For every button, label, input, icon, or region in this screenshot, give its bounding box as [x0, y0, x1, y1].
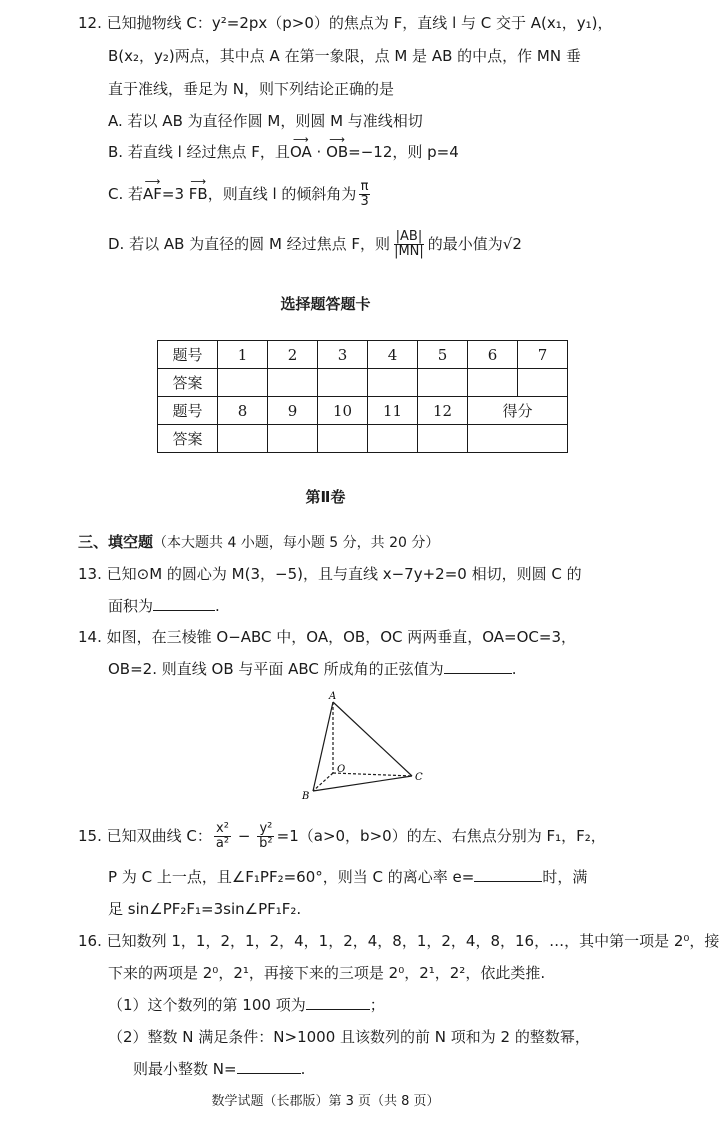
answer-cell[interactable] [518, 369, 568, 397]
number-cell: 3 [318, 341, 368, 369]
number-cell: 1 [218, 341, 268, 369]
answer-cell[interactable] [218, 425, 268, 453]
q14-prompt: OB=2. 则直线 OB 与平面 ABC 所成角的正弦值为 [108, 660, 444, 678]
q13-line1: 13. 已知⊙M 的圆心为 M(3，−5)，且与直线 x−7y+2=0 相切，则圆 C 的 [78, 565, 582, 583]
q16-line1: 16. 已知数列 1，1，2，1，2，4，1，2，4，8，1，2，4，8，16，…，其中第一项是 2⁰，接 [78, 932, 719, 950]
answer-card-title: 选择题答题卡 [280, 295, 371, 313]
answer-cell[interactable] [268, 425, 318, 453]
answer-blank[interactable] [153, 595, 215, 611]
vertex-label-a: A [329, 691, 337, 702]
answer-cell[interactable] [218, 369, 268, 397]
number-cell: 4 [368, 341, 418, 369]
number-cell: 7 [518, 341, 568, 369]
fraction-denominator: 3 [360, 194, 369, 209]
q16-part2-prompt: 则最小整数 N= [133, 1060, 237, 1078]
answer-blank[interactable] [444, 658, 512, 674]
number-cell: 5 [418, 341, 468, 369]
answer-blank[interactable] [306, 994, 370, 1010]
vector-ob: ⟶ OB [326, 141, 348, 163]
q13-period: . [215, 597, 220, 615]
fraction-y2-over-b2 [257, 822, 274, 851]
number-cell: 11 [368, 397, 418, 425]
option-b-text: B. 若直线 l 经过焦点 F，且 [108, 143, 290, 161]
q12-line1: 12. 已知抛物线 C：y²=2px（p>0）的焦点为 F，直线 l 与 C 交于 A(x₁，y₁)， [78, 14, 613, 32]
answer-cell[interactable] [268, 369, 318, 397]
option-c-text: C. 若 [108, 185, 144, 203]
q15-text-after: 时，满 [542, 868, 588, 886]
q12-option-c [108, 180, 373, 209]
answer-card-table [157, 340, 568, 453]
q12-option-b [108, 141, 459, 163]
edge-ab [313, 702, 333, 791]
table-row [158, 425, 568, 453]
fraction-pi-over-3 [358, 180, 370, 209]
q12-line3: 直于准线，垂足为 N，则下列结论正确的是 [108, 80, 394, 98]
label-answer: 答案 [158, 425, 218, 453]
section-heading [78, 531, 439, 554]
section-heading-text: 三、填空题 [78, 533, 154, 551]
q15-prompt: P 为 C 上一点，且∠F₁PF₂=60°，则当 C 的离心率 e= [108, 868, 475, 886]
label-answer: 答案 [158, 369, 218, 397]
option-c-tail: ，则直线 l 的倾斜角为 [207, 185, 357, 203]
number-cell: 8 [218, 397, 268, 425]
fraction-denominator: a² [215, 836, 230, 851]
q16-line4: （2）整数 N 满足条件：N>1000 且该数列的前 N 项和为 2 的整数幂， [108, 1028, 590, 1046]
option-b-tail: =−12，则 p=4 [348, 143, 459, 161]
vertex-label-b: B [302, 791, 310, 802]
page-footer: 数学试题（长郡版）第 3 页（共 8 页） [211, 1094, 440, 1109]
answer-cell[interactable] [418, 369, 468, 397]
q16-line5 [133, 1058, 305, 1080]
answer-cell[interactable] [368, 425, 418, 453]
fraction-denominator: |MN| [394, 244, 424, 259]
q15-line2 [108, 866, 587, 888]
fraction-x2-over-a2 [214, 822, 231, 851]
option-c-mid: =3 [161, 185, 189, 203]
answer-cell[interactable] [468, 369, 518, 397]
answer-cell[interactable] [418, 425, 468, 453]
score-cell[interactable] [468, 425, 568, 453]
q16-line2: 下来的两项是 2⁰，2¹，再接下来的三项是 2⁰，2¹，2²，依此类推. [108, 964, 546, 982]
option-d-tail: 的最小值为√2 [427, 235, 522, 253]
number-cell: 10 [318, 397, 368, 425]
q16-part1-prompt: （1）这个数列的第 100 项为 [108, 996, 306, 1014]
label-number: 题号 [158, 341, 218, 369]
q12-line2: B(x₂，y₂)两点，其中点 A 在第一象限，点 M 是 AB 的中点，作 MN 垂 [108, 47, 581, 65]
q13-line2 [108, 595, 220, 617]
fraction-numerator: y² [259, 821, 273, 836]
q15-line1 [78, 822, 606, 851]
vector-fb: ⟶ FB [189, 183, 208, 205]
part-title: 第Ⅱ卷 [305, 488, 346, 506]
table-row [158, 341, 568, 369]
q14-line1: 14. 如图，在三棱锥 O−ABC 中，OA，OB，OC 两两垂直，OA=OC=3， [78, 628, 577, 646]
table-row [158, 369, 568, 397]
q12-option-d [108, 230, 522, 259]
q15-line3: 足 sin∠PF₂F₁=3sin∠PF₁F₂. [108, 900, 302, 918]
fraction-numerator: |AB| [395, 229, 423, 244]
number-cell: 12 [418, 397, 468, 425]
fraction-numerator: π [360, 179, 369, 194]
answer-blank[interactable] [474, 866, 542, 882]
vertex-label-o: O [337, 764, 346, 775]
vertex-label-c: C [415, 772, 423, 783]
answer-cell[interactable] [318, 425, 368, 453]
number-cell: 2 [268, 341, 318, 369]
label-number: 题号 [158, 397, 218, 425]
vector-oa: ⟶ OA [290, 141, 312, 163]
q16-line3 [108, 994, 385, 1016]
minus-operator: − [233, 827, 256, 845]
dot-operator: · [311, 143, 327, 161]
q16-part1-end: ； [369, 996, 385, 1014]
q15-text: 15. 已知双曲线 C： [78, 827, 212, 845]
q16-part2-end: . [300, 1060, 306, 1078]
fraction-numerator: x² [216, 821, 229, 836]
fraction-denominator: b² [259, 836, 273, 851]
score-label: 得分 [468, 397, 568, 425]
q14-line2 [108, 658, 516, 680]
q13-prompt: 面积为 [108, 597, 154, 615]
answer-cell[interactable] [318, 369, 368, 397]
q14-period: . [511, 660, 517, 678]
number-cell: 9 [268, 397, 318, 425]
vector-af: ⟶ AF [143, 183, 162, 205]
tetrahedron-figure [295, 688, 430, 803]
q15-text-tail: =1（a>0，b>0）的左、右焦点分别为 F₁，F₂， [276, 827, 606, 845]
table-row [158, 397, 568, 425]
option-d-text: D. 若以 AB 为直径的圆 M 经过焦点 F，则 [108, 235, 391, 253]
section-heading-note: （本大题共 4 小题，每小题 5 分，共 20 分） [153, 535, 440, 551]
answer-blank[interactable] [237, 1058, 301, 1074]
fraction-ab-over-mn [392, 230, 426, 259]
q12-option-a: A. 若以 AB 为直径作圆 M，则圆 M 与准线相切 [108, 112, 423, 130]
number-cell: 6 [468, 341, 518, 369]
answer-cell[interactable] [368, 369, 418, 397]
